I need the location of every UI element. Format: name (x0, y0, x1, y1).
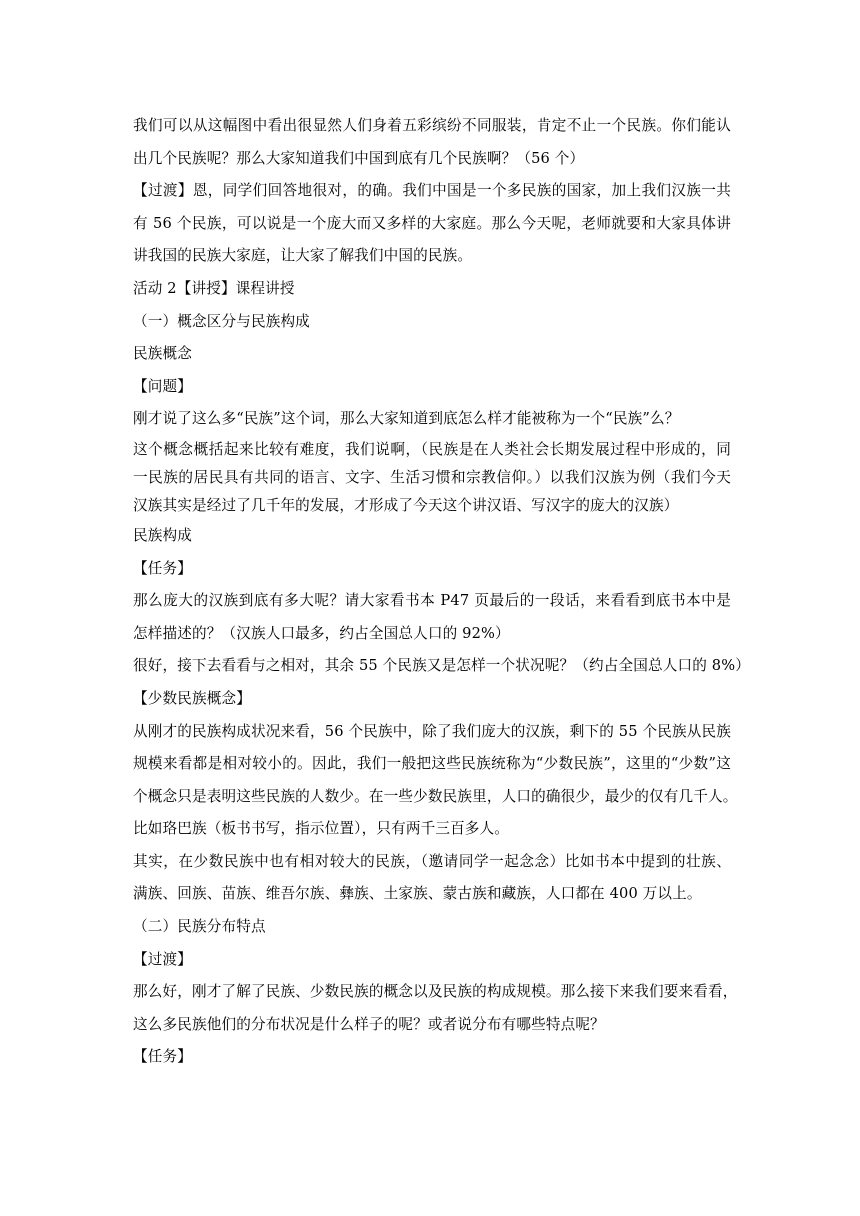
paragraph-line: 那么庞大的汉族到底有多大呢？请大家看书本 P47 页最后的一段话，来看看到底书本中是 (133, 592, 731, 610)
paragraph-line: 这个概念概括起来比较有难度，我们说啊，（民族是在人类社会长期发展过程中形成的，同 (133, 440, 731, 458)
bracket-label: 【任务】 (133, 1048, 192, 1066)
paragraph-line: 讲我国的民族大家庭，让大家了解我们中国的民族。 (133, 247, 473, 265)
paragraph-line: 满族、回族、苗族、维吾尔族、彝族、土家族、蒙古族和藏族，人口都在 400 万以上。 (133, 885, 702, 903)
paragraph-line: 规模来看都是相对较小的。因此，我们一般把这些民族统称为“少数民族”，这里的“少数”这 (133, 755, 731, 773)
bracket-label: 【问题】 (133, 377, 192, 395)
paragraph-line: 其实，在少数民族中也有相对较大的民族，（邀请同学一起念念）比如书本中提到的壮族、 (133, 852, 731, 870)
paragraph-line: 比如珞巴族（板书书写，指示位置），只有两千三百多人。 (133, 820, 510, 838)
bracket-label: 【任务】 (133, 559, 192, 577)
paragraph-line: 从刚才的民族构成状况来看，56 个民族中，除了我们庞大的汉族，剩下的 55 个民族从民族 (133, 722, 731, 740)
paragraph-line: 个概念只是表明这些民族的人数少。在一些少数民族里，人口的确很少，最少的仅有几千人。 (133, 787, 738, 805)
paragraph-line: 怎样描述的？（汉族人口最多，约占全国总人口的 92%） (133, 624, 510, 642)
bracket-label: 【过渡】 (133, 950, 192, 968)
section-heading: （一）概念区分与民族构成 (133, 312, 310, 330)
section-heading: 活动 2【讲授】课程讲授 (133, 279, 295, 297)
paragraph-line: 出几个民族呢？那么大家知道我们中国到底有几个民族啊？（56 个） (133, 149, 585, 167)
paragraph-line: 刚才说了这么多“民族”这个词，那么大家知道到底怎么样才能被称为一个“民族”么？ (133, 410, 680, 428)
paragraph-line: 汉族其实是经过了几千年的发展，才形成了今天这个讲汉语、写汉字的庞大的汉族） (133, 496, 679, 514)
paragraph-line: 那么好，刚才了解了民族、少数民族的概念以及民族的构成规模。那么接下来我们要来看看， (133, 983, 738, 1001)
paragraph-line: 很好，接下去看看与之相对，其余 55 个民族又是怎样一个状况呢？（约占全国总人口的 8%） (133, 657, 750, 675)
paragraph-line: 我们可以从这幅图中看出很显然人们身着五彩缤纷不同服装，肯定不止一个民族。你们能认 (133, 117, 731, 134)
section-heading: （二）民族分布特点 (133, 918, 266, 936)
paragraph-line: 有 56 个民族，可以说是一个庞大而又多样的大家庭。那么今天呢，老师就要和大家具体讲 (133, 214, 731, 232)
paragraph-line: 这么多民族他们的分布状况是什么样子的呢？或者说分布有哪些特点呢？ (133, 1015, 605, 1033)
subsection-heading: 民族概念 (133, 345, 192, 363)
paragraph-line: 一民族的居民具有共同的语言、文字、生活习惯和宗教信仰。）以我们汉族为例（我们今天 (133, 468, 731, 486)
paragraph-line: 【过渡】恩，同学们回答地很对，的确。我们中国是一个多民族的国家，加上我们汉族一共 (133, 182, 731, 200)
subsection-heading: 民族构成 (133, 526, 192, 544)
bracket-label: 【少数民族概念】 (133, 689, 251, 707)
document-body (133, 110, 750, 1074)
